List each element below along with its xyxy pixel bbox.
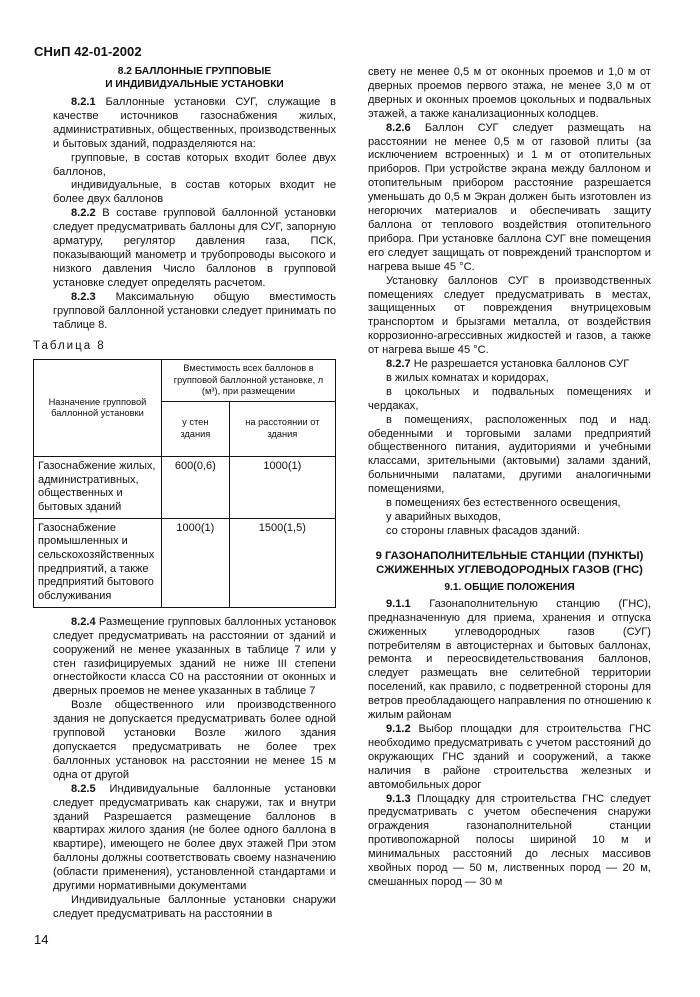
- paragraph-8-2-1: [53, 96, 336, 152]
- table-cell-near: 600(0,6): [161, 456, 229, 518]
- table-row: [34, 518, 336, 607]
- table-caption: Таблица 8: [33, 340, 106, 353]
- document-code: СНиП 42-01-2002: [34, 44, 142, 59]
- table-subheader-near: у стен здания: [161, 401, 229, 456]
- clause-text: Баллон СУГ следует размещать на расстоянии не менее 0,5 м от газовой плиты (за исключением встроенных) и 1 м от отопительных приборов. При устройстве экрана между баллоном и отопительным прибором расстояние разрешается уменьшать до 0,5 м Экран должен быть изготовлен из негорючих материалов и обеспечивать защиту баллона от теплового воздействия отопительного прибора. При установке баллона СУГ вне помещения его следует защищать от повреждений транспортом и нагрева выше 45 °С.: [368, 121, 651, 273]
- paragraph-8-2-4-cont: Возле общественного или производственного здания не допускается предусматривать более одной групповой установки Возле жилого здания допускается предусматривать не более трех баллонных установок на расстоянии не менее 15 м одна от другой: [53, 699, 336, 781]
- list-item: в цокольных и подвальных помещениях и чердаках,: [368, 385, 651, 412]
- list-item: со стороны главных фасадов зданий.: [386, 524, 580, 537]
- section-heading-8-2: [53, 66, 336, 91]
- table-cell-far: 1000(1): [229, 456, 335, 518]
- paragraph-8-2-5: [53, 783, 336, 894]
- paragraph-continuation: свету не менее 0,5 м от оконных проемов и 1,0 м от дверных проемов первого этажа, не менее 3,0 м от дверных и оконных проемов цокольных и подвальных этажей, а также канализационных колодцев.: [368, 66, 651, 120]
- section-heading-line: И ИНДИВИДУАЛЬНЫЕ УСТАНОВКИ: [105, 78, 284, 90]
- clause-number: 8.2.1: [71, 96, 96, 108]
- paragraph-8-2-4: [53, 616, 336, 699]
- table-cell-far: 1500(1,5): [229, 518, 335, 607]
- table-subheader-far: на расстоянии от здания: [229, 401, 335, 456]
- clause-text: Баллонные установки СУГ, служащие в качестве источников газоснабжения жилых, административных, общественных, производственных и бытовых зданий, подразделяются на:: [53, 96, 336, 150]
- clause-text: Индивидуальные баллонные установки следует предусматривать как снаружи, так и внутри зданий Разрешается размещение баллонов в квартирах жилого здания (не более одного баллона в квартире), имеющего не более двух этажей При этом баллоны должны соответствовать своему назначению (области применения), установленной стандартами и другими нормативными документами: [53, 782, 336, 893]
- page-number: 14: [34, 932, 49, 947]
- table-header-purpose: Назначение групповой баллонной установки: [34, 360, 162, 457]
- left-column: [33, 66, 336, 922]
- table-row: [34, 456, 336, 518]
- paragraph-9-1-1: [368, 598, 651, 723]
- paragraph-8-2-3: [53, 291, 336, 333]
- clause-text: Не разрешается установка баллонов СУГ: [410, 358, 630, 371]
- capacity-table: [33, 359, 336, 608]
- clause-number: 8.2.6: [386, 121, 411, 134]
- paragraph-8-2-6: [368, 122, 651, 275]
- clause-number: 9.1.1: [386, 597, 411, 610]
- list-item-group: групповые, в состав которых входит более двух баллонов,: [53, 151, 336, 178]
- list-item: в помещениях, расположенных под и над. обеденными и торговыми залами предприятий общественного питания, аудиториями и учебными классами, зрительными (актовыми) залами зданий, больничными палатами, другими аналогичными помещениями,: [368, 413, 651, 496]
- clause-number: 8.2.3: [71, 290, 96, 303]
- clause-text: Площадку для строительства ГНС следует предусматривать с учетом обеспечения снаружи ограждения газонаполнительной станции противопожарной полосы шириной 10 м и минимальных расстояний до лесных массивов хвойных пород — 50 м, лиственных пород — 20 м, смешанных пород — 30 м: [368, 792, 651, 888]
- paragraph-9-1-2: [368, 723, 651, 793]
- list-item: у аварийных выходов,: [386, 511, 501, 523]
- paragraph-9-1-3: [368, 793, 651, 890]
- section-heading-9: 9 ГАЗОНАПОЛНИТЕЛЬНЫЕ СТАНЦИИ (ПУНКТЫ) СЖИЖЕННЫХ УГЛЕВОДОРОДНЫХ ГАЗОВ (ГНС): [375, 549, 644, 576]
- clause-number: 8.2.2: [71, 207, 96, 220]
- section-heading-9-1: 9.1. ОБЩИЕ ПОЛОЖЕНИЯ: [444, 581, 575, 593]
- clause-number: 8.2.5: [71, 782, 96, 795]
- clause-number: 8.2.7: [386, 358, 411, 371]
- clause-text: Максимальную общую вместимость групповой баллонной установки следует принимать по таблице 8.: [53, 290, 336, 331]
- clause-text: В составе групповой баллонной установки следует предусматривать баллоны для СУГ, запорную арматуру, регулятор давления газа, ПСК, показывающий манометр и трубопроводы высокого и низкого давления Число баллонов в групповой установке следует определять расчетом.: [53, 207, 336, 289]
- list-item: в помещениях без естественного освещения,: [386, 497, 621, 510]
- clause-number: 9.1.3: [386, 792, 411, 805]
- table-cell-purpose: Газоснабжение жилых, административных, общественных и бытовых зданий: [34, 456, 162, 518]
- paragraph-8-2-2: [53, 207, 336, 290]
- clause-number: 8.2.4: [71, 615, 96, 628]
- paragraph-8-2-5-cont: Индивидуальные баллонные установки снаружи следует предусматривать на расстоянии в: [53, 893, 336, 920]
- clause-number: 9.1.2: [386, 722, 411, 735]
- list-item-individual: индивидуальные, в состав которых входит не более двух баллонов: [53, 179, 336, 206]
- right-column: [368, 66, 651, 890]
- table-cell-near: 1000(1): [161, 518, 229, 607]
- clause-text: Размещение групповых баллонных установок следует предусматривать на расстоянии от зданий и сооружений не менее указанных в таблице 7 или у стен газифицируемых зданий не ниже III степени огнестойкости класса С0 на расстоянии от оконных и дверных проемов не менее указанных в таблице 7: [53, 615, 336, 698]
- clause-text: Газонаполнительную станцию (ГНС), предназначенную для приема, хранения и отпуска сжиженных углеводородных газов (СУГ) потребителям в автоцистернах и бытовых баллонах, ремонта и переосвидетельствования баллонов, следует размещать вне селитебной территории поселений, как правило, с подветренной стороны для ветров преобладающего направления по отношению к жилым районам: [368, 597, 651, 722]
- table-cell-purpose: Газоснабжение промышленных и сельскохозяйственных предприятий, а также предприятий бытового обслуживания: [34, 518, 162, 607]
- table-header-capacity: Вместимость всех баллонов в групповой баллонной установке, л (м³), при размещении: [161, 360, 335, 402]
- section-heading-line: 8.2 БАЛЛОННЫЕ ГРУППОВЫЕ: [117, 66, 272, 77]
- list-item: в жилых комнатах и коридорах,: [386, 371, 549, 384]
- paragraph-8-2-7: [368, 358, 651, 372]
- paragraph-8-2-6-cont: Установку баллонов СУГ в производственных помещениях следует предусматривать в местах, защищенных от повреждения внутрицеховым транспортом и брызгами металла, от воздействия коррозионно-агрессивных жидкостей и газов, а также от нагрева выше 45 °С.: [368, 274, 651, 357]
- clause-text: Выбор площадки для строительства ГНС необходимо предусматривать с учетом расстояний до окружающих ГНС зданий и сооружений, а также наличия в районе строительства железных и автомобильных дорог: [368, 722, 651, 791]
